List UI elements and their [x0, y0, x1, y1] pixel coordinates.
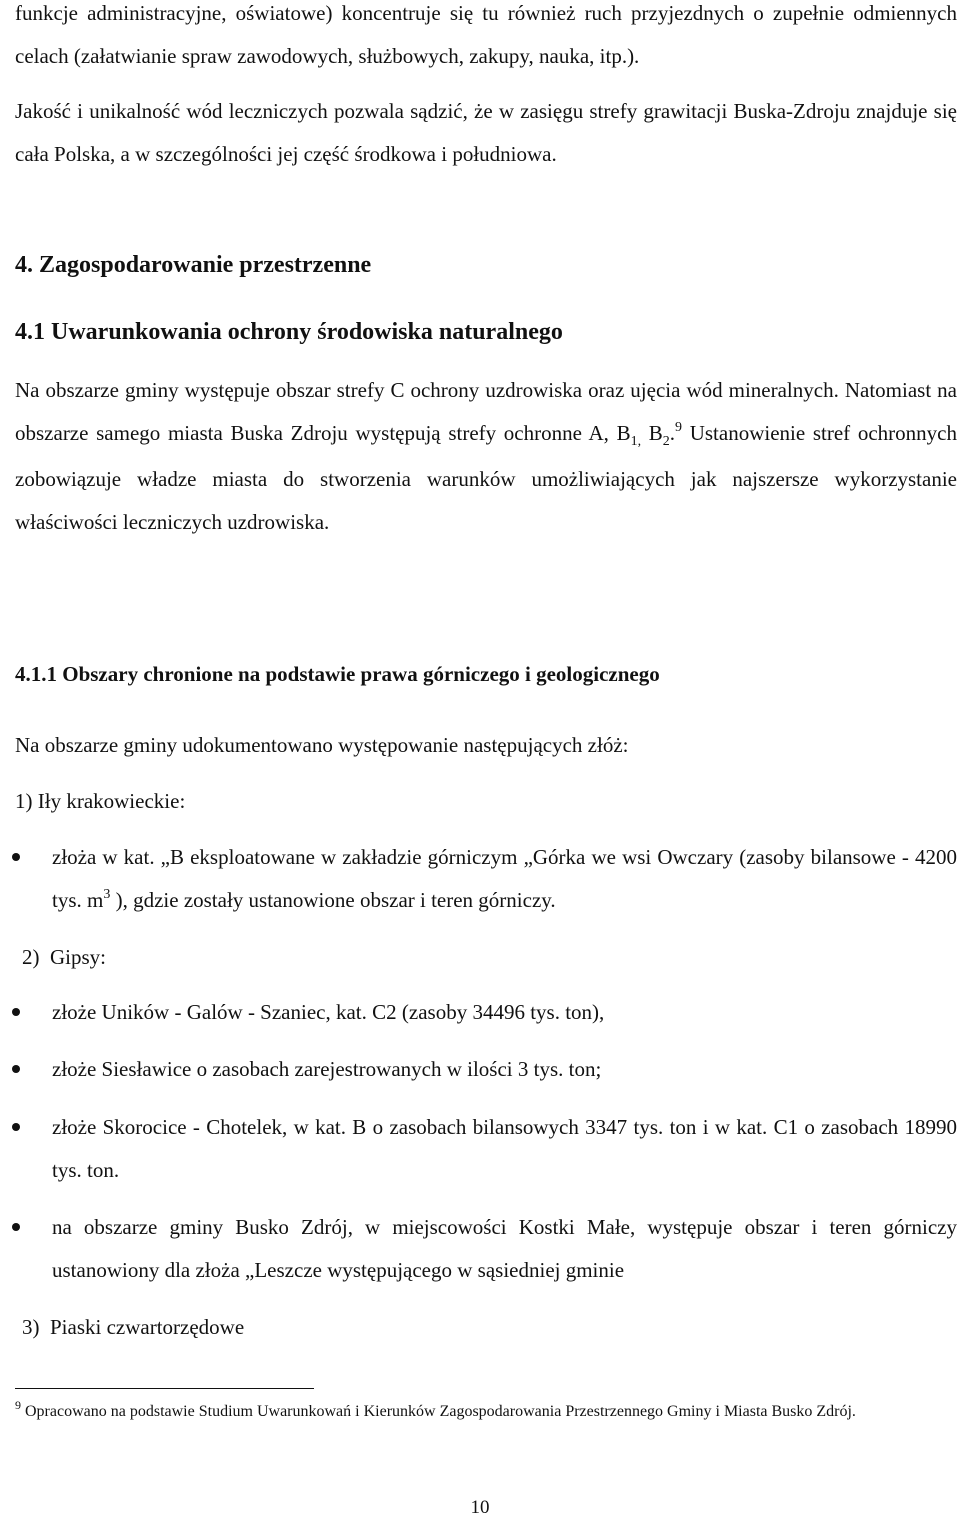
footnote-mark: 9: [15, 1398, 21, 1412]
bullet-item-gipsy-3: [52, 1106, 957, 1192]
bullet-icon: [12, 853, 20, 861]
bullet-icon: [12, 1123, 20, 1131]
protection-text-part4: Ustanowienie stref ochronnych zobowiązuje władze miasta do stworzenia warunków umożliwiających jak najszersze wykorzystanie właściwości leczniczych uzdrowiska.: [15, 421, 957, 534]
subscript-2: 2: [662, 434, 670, 449]
bullet-item-gipsy-1: [52, 991, 957, 1034]
protection-text-part3: .: [669, 421, 676, 445]
bullet-text: [52, 836, 957, 925]
footnote-text: Opracowano na podstawie Studium Uwarunkowań i Kierunków Zagospodarowania Przestrzennego Gminy i Miasta Busko Zdrój.: [25, 1403, 856, 1420]
bullet-item-gipsy-2: [52, 1048, 957, 1091]
section-heading-4-1: 4.1 Uwarunkowania ochrony środowiska naturalnego: [15, 319, 563, 345]
paragraph-healing-waters: Jakość i unikalność wód leczniczych pozwala sądzić, że w zasięgu strefy grawitacji Buska-Zdroju znajduje się cała Polska, a w szczególności jej część środkowa i południowa.: [15, 99, 957, 166]
list-3-number: 3): [22, 1315, 40, 1339]
bullet-1-part2: ), gdzie zostały ustanowione obszar i teren górniczy.: [110, 888, 556, 912]
bullet-icon: [12, 1008, 20, 1016]
footnote-reference[interactable]: 9: [675, 420, 683, 435]
section-heading-4-1-1: 4.1.1 Obszary chronione na podstawie prawa górniczego i geologicznego: [15, 662, 660, 686]
list-item-3: [22, 1312, 244, 1342]
bullet-item-ily: [52, 836, 957, 925]
list-2-number: 2): [22, 945, 40, 969]
footnote-separator: [15, 1388, 314, 1389]
page-number: 10: [470, 1497, 490, 1518]
superscript-3: 3: [103, 887, 111, 902]
bullet-text: złoże Siesławice o zasobach zarejestrowanych w ilości 3 tys. ton;: [52, 1057, 602, 1081]
bullet-text: złoże Uników - Galów - Szaniec, kat. C2 (zasoby 34496 tys. ton),: [52, 1000, 605, 1024]
bullet-icon: [12, 1223, 20, 1231]
bullet-icon: [12, 1065, 20, 1073]
protection-text-part2: B: [641, 421, 663, 445]
footnote: [15, 1398, 957, 1426]
list-item-1: [15, 780, 957, 823]
section-heading-4: 4. Zagospodarowanie przestrzenne: [15, 252, 372, 278]
deposits-intro: Na obszarze gminy udokumentowano występowanie następujących złóż:: [15, 733, 629, 757]
bullet-item-gipsy-4: [52, 1206, 957, 1292]
protection-text-part1: Na obszarze gminy występuje obszar strefy C ochrony uzdrowiska oraz ujęcia wód mineralnych. Natomiast na obszarze samego miasta Buska Zdroju występują strefy ochronne A, B: [15, 378, 957, 445]
list-2-title: Gipsy:: [50, 945, 107, 969]
bullet-text: złoże Skorocice - Chotelek, w kat. B o zasobach bilansowych 3347 tys. ton i w kat. C1 o zasobach 18990 tys. ton.: [52, 1115, 957, 1182]
list-1-title: Iły krakowieckie:: [37, 789, 186, 813]
list-1-number: 1): [15, 789, 33, 813]
paragraph-continuation: funkcje administracyjne, oświatowe) koncentruje się tu również ruch przyjezdnych o zupełnie odmiennych celach (załatwianie spraw zawodowych, służbowych, zakupy, nauka, itp.).: [15, 1, 957, 68]
paragraph-protection-zones: [15, 369, 957, 544]
list-3-title: Piaski czwartorzędowe: [50, 1315, 245, 1339]
bullet-text: na obszarze gminy Busko Zdrój, w miejscowości Kostki Małe, występuje obszar i teren górniczy ustanowiony dla złoża „Leszcze występującego w sąsiedniej gminie: [52, 1215, 957, 1282]
bullet-1-part1: złoża w kat. „B eksploatowane w zakładzie górniczym „Górka we wsi Owczary (zasoby bilansowe - 4200 tys. m: [52, 845, 957, 912]
subscript-1: 1,: [630, 434, 642, 449]
list-item-2: [22, 942, 106, 972]
